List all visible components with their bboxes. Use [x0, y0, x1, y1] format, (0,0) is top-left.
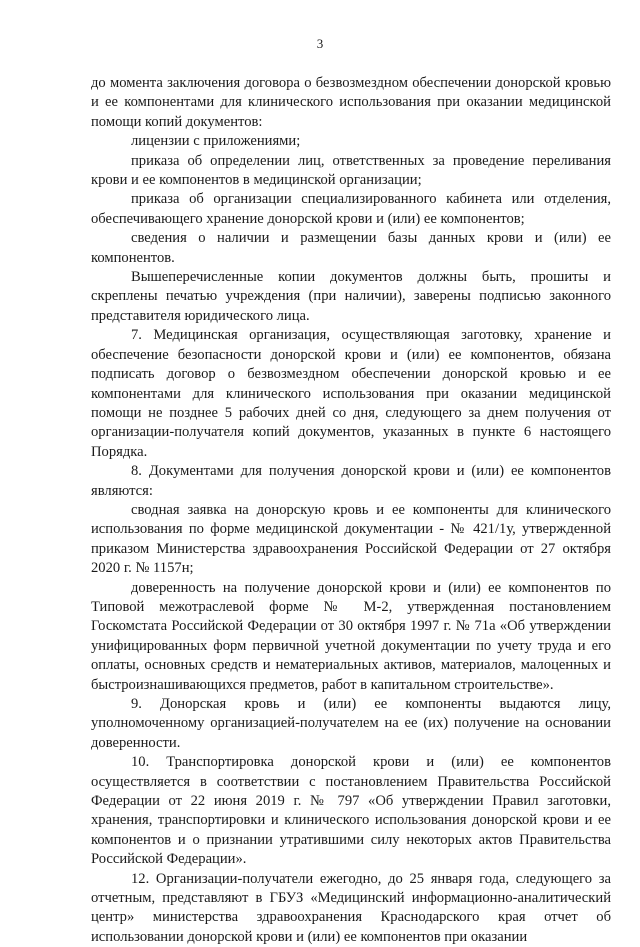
paragraph: 12. Организации-получатели ежегодно, до 25 января года, следующего за отчетным, представляют в ГБУЗ «Медицинский информационно-аналитический центр» министерства здравоохранения Краснодарского края отчет об использовании донорской крови и (или) ее компонентов при оказании	[91, 870, 611, 945]
document-body	[91, 74, 611, 947]
paragraph: 8. Документами для получения донорской крови и (или) ее компонентов являются:	[91, 463, 611, 499]
paragraph: приказа об определении лиц, ответственных за проведение переливания крови и ее компонентов в медицинской организации;	[91, 152, 611, 189]
paragraph: приказа об организации специализированного кабинета или отделения, обеспечивающего хранение донорской крови и (или) ее компонентов;	[91, 191, 611, 227]
paragraph: лицензии с приложениями;	[131, 133, 301, 150]
paragraph: доверенность на получение донорской крови и (или) ее компонентов по Типовой межотраслевой форме № М-2, утвержденная постановлением Госкомстата Российской Федерации от 30 октября 1997 г. № 71а «Об утверждении унифицированных форм первичной учетной документации по учету труда и его оплаты, основных средств и нематериальных активов, материалов, малоценных и быстроизнашивающихся предметов, работ в капитальном строительстве».	[91, 579, 611, 693]
paragraph: 9. Донорская кровь и (или) ее компоненты выдаются лицу, уполномоченному организацией-получателем на ее (их) получение на основании доверенности.	[91, 696, 611, 751]
paragraph: до момента заключения договора о безвозмездном обеспечении донорской кровью и ее компонентами для клинического использования при оказании медицинской помощи копий документов:	[91, 75, 611, 130]
paragraph: 7. Медицинская организация, осуществляющая заготовку, хранение и обеспечение безопасности донорской крови и (или) ее компонентов, обязана подписать договор о безвозмездном обеспечении донорской кровью и ее компонентами для клинического использования при оказании медицинской помощи не позднее 5 рабочих дней со дня, следующего за днем получения от организации-получателя копий документов, указанных в пункте 6 настоящего Порядка.	[91, 327, 611, 460]
paragraph: сводная заявка на донорскую кровь и ее компоненты для клинического использования по форме медицинской документации - № 421/1у, утвержденной приказом Министерства здравоохранения Российской Федерации от 27 октября 2020 г. № 1157н;	[91, 501, 611, 577]
paragraph: сведения о наличии и размещении базы данных крови и (или) ее компонентов.	[91, 230, 611, 266]
paragraph: Вышеперечисленные копии документов должны быть, прошиты и скреплены печатью учреждения (при наличии), заверены подписью законного представителя юридического лица.	[91, 269, 611, 324]
paragraph: 10. Транспортировка донорской крови и (или) ее компонентов осуществляется в соответствии с постановлением Правительства Российской Федерации от 22 июня 2019 г. № 797 «Об утверждении Правил заготовки, хранения, транспортировки и клинического использования донорской крови и ее компонентов и о признании утратившими силу некоторых актов Правительства Российской Федерации».	[91, 754, 611, 868]
page-number: 3	[316, 36, 324, 51]
